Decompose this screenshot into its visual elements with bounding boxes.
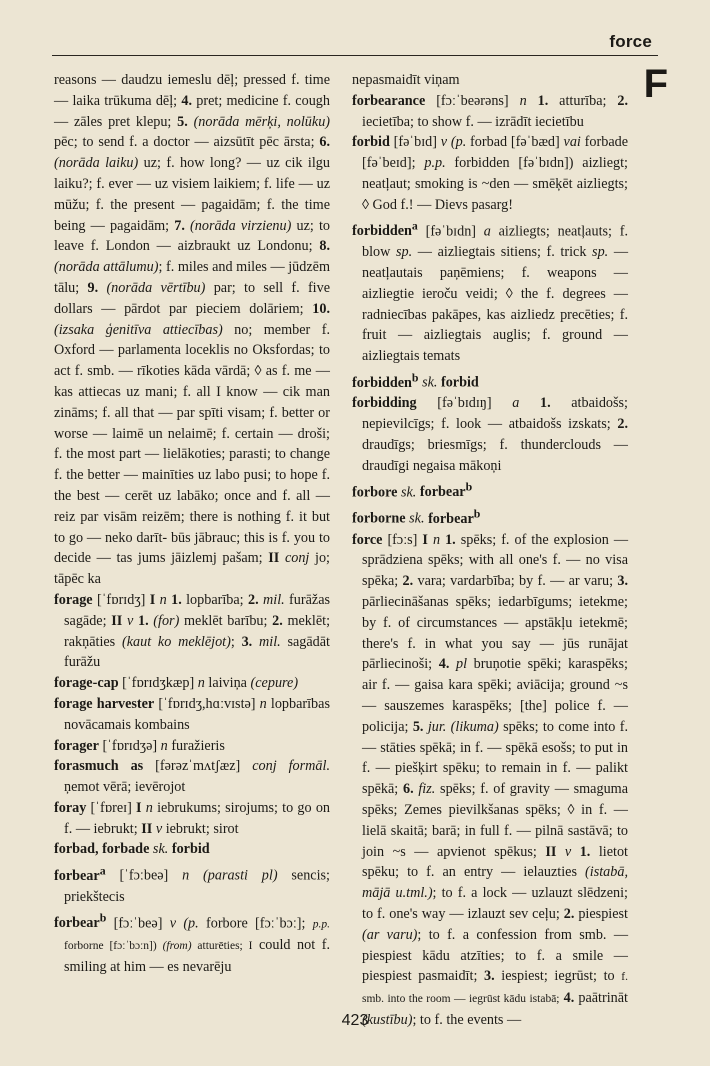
entry-continuation: reasons — daudzu iemeslu dēļ; pressed f. time — laika trūkuma dēļ; 4. pret; medicine f. cough — zāles pret klepu; 5. (norāda mērķi, nolūku) pēc; to send f. a doctor — aizsūtīt pēc ārsta; 6. (norāda laiku) uz; f. how long? — uz cik ilgu laiku?; f. ever — uz visiem laikiem; f. life — uz mūžu; f. the present — pagaidām; f. the time being — pagaidām; 7. (norāda virzienu) uz; to leave f. London — aizbraukt uz Londonu; 8. (norāda attālumu); f. miles and miles — jūdzēm tālu; 9. (norāda vērtību) par; to sell f. five dollars — pārdot par pieciem dolāriem; 10. (izsaka ģenitīva attiecības) no; member f. Oxford — parlamenta loceklis no Oksfordas; to act f. smb. — rīkoties kāda vārdā; ◊ as f. me — kas attiecas uz mani; f. all I know — cik man zināms; f. all that — par spīti visam; f. better or worse — laimē un nelaimē; f. certain — droši; f. the most part — lielākoties; parasti; to change f. the better — mainīties uz labo pusi; to hope f. the best — cerēt uz labāko; once and f. all — reiz par visām reizēm; there is nothing f. it but to go — neko darīt- būs jābrauc; this is f. you to decide — tas jums jāizlemj pašam; II conj jo; tāpēc ka <box>54 72 331 588</box>
dictionary-entry: forbad, forbade sk. forbid <box>54 841 210 858</box>
dictionary-entry: forbidding [fəˈbɪdɪŋ] a 1. atbaidošs; nepievilcīgs; f. look — atbaidošs izskats; 2. draudīgs; briesmīgs; f. thunderclouds — draudīgi negaisa mākoņi <box>352 395 628 474</box>
dictionary-entry: forbore sk. forbear$^b$ <box>352 479 473 501</box>
dictionary-entry: forbear$^a$ [ˈfɔːbeə] n (parasti pl) sencis; priekštecis <box>54 863 330 905</box>
dictionary-entry: foray [ˈfɒreɪ] I n iebrukums; sirojums; to go on f. — iebrukt; II v iebrukt; sirot <box>54 799 331 837</box>
dictionary-entry: forbidden$^b$ sk. forbid <box>352 369 479 391</box>
page-number: 423 <box>341 1012 369 1029</box>
dictionary-entry: forage-cap [ˈfɒrɪdʒkæp] n laiviņa (cepure) <box>54 675 299 692</box>
dictionary-entry: forage [ˈfɒrɪdʒ] I n 1. lopbarība; 2. mil. furāžas sagāde; II v 1. (for) meklēt barību; 2. meklēt; rakņāties (kaut ko meklējot); 3. mil. sagādāt furāžu <box>54 591 331 671</box>
right-column <box>352 70 628 1031</box>
dictionary-entry: force [fɔːs] I n 1. spēks; f. of the explosion — sprādziena spēks; with all one's f. — no visa spēka; 2. vara; vardarbība; by f. — ar varu; 3. pārliecināšanas spēks; iedarbīgums; ietekme; by f. of circumstances — apstākļu ietekmē; there's f. in what you say — jūs runājat pārliecinoši; 4. pl bruņotie spēki; karaspēks; air f. — gaisa kara spēki; aviācija; ground ~s — sauszemes karaspēks; [the] police f. — policija; 5. jur. (likuma) spēks; to come into f. — stāties spēkā; in f. — spēkā esošs; to put in f. — piešķirt spēku; to remain in f. — palikt spēkā; 6. fiz. spēks; f. of gravity — smaguma spēks; Zemes pievilkšanas spēks; ◊ in f. — lielā skaitā; barā; in full f. — pilnā sastāvā; to join ~s — apvienot spēkus; II v 1. lietot spēku; to f. an entry — ielauzties (istabā, mājā u.tml.); to f. a lock — uzlauzt slēdzeni; to f. one's way — izlauzt sev ceļu; 2. piespiest (ar varu); to f. a confession from smb. — piespiest kādu atzīties; to f. a smile — piespiest pasmaidīt; 3. iespiest; iegrūst; to f. smb. into the room — iegrūst kādu istabā; 4. paātrināt (kustību); to f. the events — <box>352 531 629 1028</box>
dictionary-entry: forage harvester [ˈfɒrɪdʒ,hɑːvɪstə] n lopbarības novācamais kombains <box>54 695 330 733</box>
dictionary-entry: forbearance [fɔːˈbeərəns] n 1. atturība; 2. iecietība; to show f. — izrādīt iecietību <box>352 92 629 130</box>
dictionary-entry: forborne sk. forbear$^b$ <box>352 506 481 527</box>
thumb-index-letter: F <box>643 62 668 106</box>
left-column <box>54 70 330 978</box>
dictionary-entry: forbidden$^a$ [fəˈbɪdn] a aizliegts; neatļauts; f. blow sp. — aizliegtais sitiens; f. trick sp. — neatļautais paņēmiens; f. weapons — aizliegtie ieroču veidi; ◊ the f. degrees — radniecības pakāpes, kas aizliedz precēties; f. fruit — aizliegtais auglis; f. ground — aizliegtais temats <box>352 218 629 365</box>
dictionary-entry: forbid [fəˈbɪd] v (p. forbad [fəˈbæd] vai forbade [fəˈbeɪd]; p.p. forbidden [fəˈbɪdn]) aizliegt; neatļaut; smoking is ~den — smēķēt aizliegts; ◊ God f.! — Dievs pasarg! <box>352 134 629 213</box>
dictionary-entry: forbear$^b$ [fɔːˈbeə] v (p. forbore [fɔːˈbɔː]; p.p. forborne [fɔːˈbɔːn]) (from) atturēties; I could not f. smiling at him — es nevarēju <box>54 910 330 975</box>
entry-continuation: nepasmaidīt viņam <box>352 72 460 88</box>
dictionary-entry: forager [ˈfɒrɪdʒə] n furažieris <box>54 737 225 754</box>
header-rule <box>52 55 658 56</box>
dictionary-entry: forasmuch as [fərəzˈmʌtʃæz] conj formāl. ņemot vērā; ievērojot <box>54 758 330 796</box>
running-head: force <box>609 32 652 51</box>
